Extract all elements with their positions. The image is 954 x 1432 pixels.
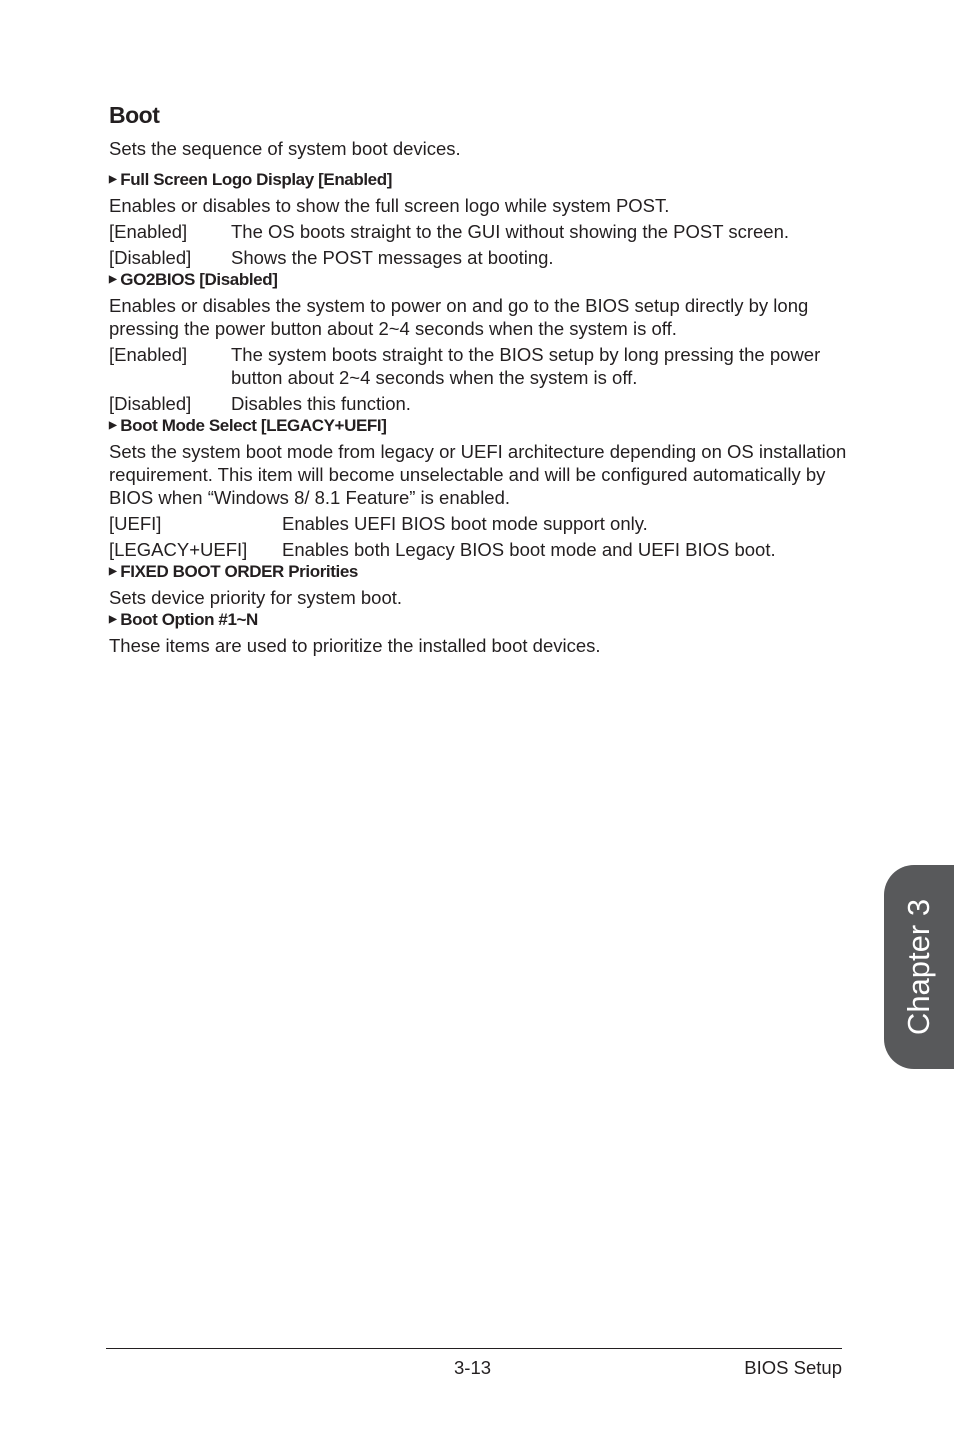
option-key: [LEGACY+UEFI] bbox=[109, 539, 248, 560]
triangle-right-icon: ▶ bbox=[109, 614, 117, 625]
section-description: Sets device priority for system boot. bbox=[109, 587, 403, 608]
triangle-right-icon: ▶ bbox=[109, 274, 117, 285]
section-description: Sets the system boot mode from legacy or UEFI architecture depending on OS installation requirement. This item will become unselectable and will be configured automatically by BIOS when “Windows 8/ 8.1 Feature” is enabled. bbox=[109, 441, 847, 508]
triangle-right-icon: ▶ bbox=[109, 174, 117, 185]
page-heading: Boot bbox=[109, 102, 160, 128]
option-value: Shows the POST messages at booting. bbox=[231, 247, 554, 268]
section-title-text: Boot Option #1~N bbox=[120, 610, 258, 629]
footer-divider bbox=[106, 1348, 842, 1349]
option-key: [Enabled] bbox=[109, 221, 188, 242]
section-description: Enables or disables the system to power on and go to the BIOS setup directly by long pressing the power button about 2~4 seconds when the system is off. bbox=[109, 295, 809, 339]
section-boot-mode-select bbox=[109, 415, 854, 561]
option-value: The system boots straight to the BIOS setup by long pressing the power button about 2~4 seconds when the system is off. bbox=[231, 344, 821, 388]
footer-title: BIOS Setup bbox=[744, 1357, 842, 1378]
page-intro: Sets the sequence of system boot devices. bbox=[109, 138, 461, 159]
section-title bbox=[109, 609, 854, 631]
page-content bbox=[109, 102, 854, 657]
section-full-screen-logo bbox=[109, 169, 854, 269]
option-value: Enables both Legacy BIOS boot mode and UEFI BIOS boot. bbox=[282, 539, 776, 560]
section-title bbox=[109, 169, 854, 191]
section-description: Enables or disables to show the full screen logo while system POST. bbox=[109, 195, 670, 216]
option-row bbox=[109, 538, 854, 561]
chapter-tab bbox=[884, 865, 954, 1069]
page-number: 3-13 bbox=[454, 1357, 492, 1378]
chapter-label: Chapter 3 bbox=[901, 898, 936, 1036]
option-key: [Disabled] bbox=[109, 247, 192, 268]
triangle-right-icon: ▶ bbox=[109, 566, 117, 577]
option-row bbox=[109, 246, 854, 269]
section-title bbox=[109, 561, 854, 583]
option-key: [Disabled] bbox=[109, 393, 192, 414]
section-title-text: FIXED BOOT ORDER Priorities bbox=[120, 562, 358, 581]
option-key: [Enabled] bbox=[109, 344, 188, 365]
section-description: These items are used to prioritize the installed boot devices. bbox=[109, 635, 601, 656]
option-row bbox=[109, 220, 854, 243]
option-value: Enables UEFI BIOS boot mode support only. bbox=[282, 513, 648, 534]
section-title bbox=[109, 269, 854, 291]
section-title-text: GO2BIOS [Disabled] bbox=[120, 270, 278, 289]
option-key: [UEFI] bbox=[109, 513, 162, 534]
section-title-text: Full Screen Logo Display [Enabled] bbox=[120, 170, 392, 189]
option-row bbox=[109, 512, 854, 535]
section-fixed-boot-order bbox=[109, 561, 854, 609]
option-value: Disables this function. bbox=[231, 393, 411, 414]
section-boot-option bbox=[109, 609, 854, 657]
section-go2bios bbox=[109, 269, 854, 415]
option-row bbox=[109, 392, 854, 415]
section-title-text: Boot Mode Select [LEGACY+UEFI] bbox=[120, 416, 387, 435]
option-value: The OS boots straight to the GUI without showing the POST screen. bbox=[231, 221, 790, 242]
section-title bbox=[109, 415, 854, 437]
option-row bbox=[109, 343, 854, 389]
triangle-right-icon: ▶ bbox=[109, 420, 117, 431]
